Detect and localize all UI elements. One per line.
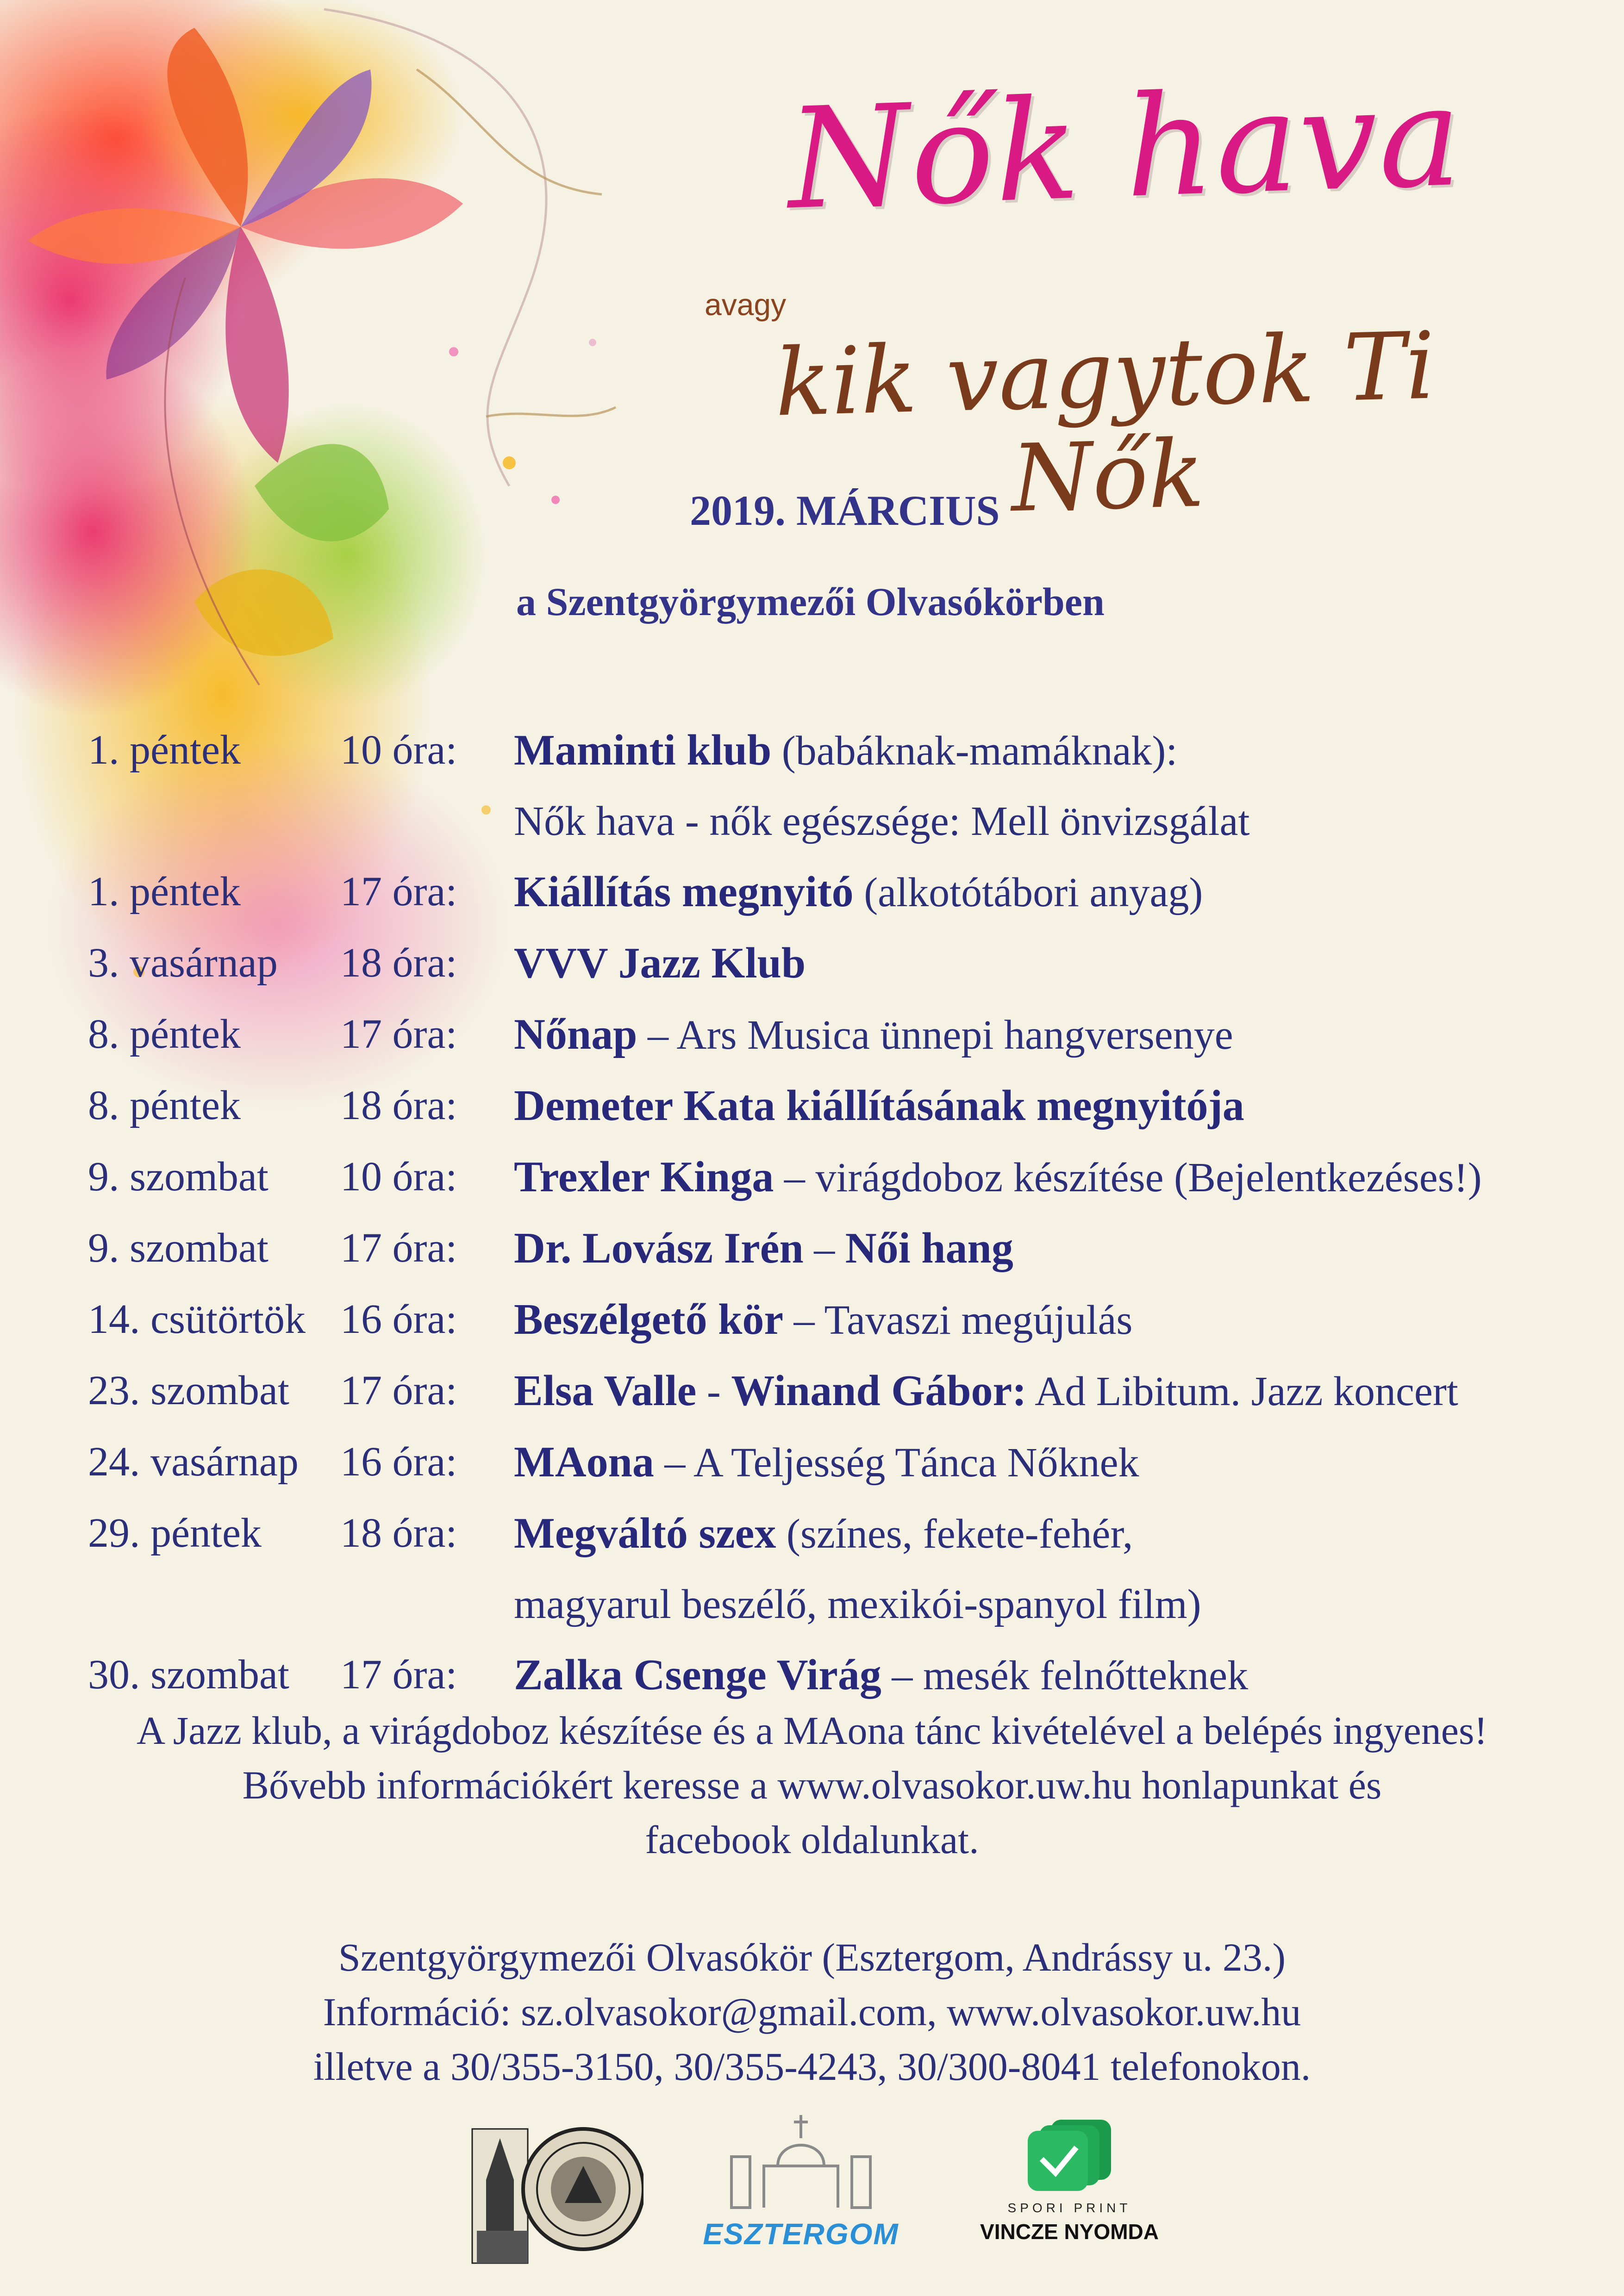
event-title: Megváltó szex — [514, 1509, 776, 1557]
event-row — [88, 1284, 1569, 1356]
title-connector: avagy — [705, 287, 787, 322]
admission-line: A Jazz klub, a virágdoboz készítése és a MAona tánc kivételével a belépés ingyenes! — [136, 1708, 1488, 1753]
event-row — [88, 715, 1569, 857]
event-title: Beszélgető kör — [514, 1295, 784, 1344]
event-day: 9. szombat — [88, 1225, 269, 1271]
event-day: 23. szombat — [88, 1368, 289, 1413]
event-detail: (színes, fekete-fehér, — [776, 1511, 1133, 1557]
event-detail-line2: magyarul beszélő, mexikói-spanyol film) — [514, 1581, 1201, 1627]
event-title: Trexler Kinga — [514, 1153, 774, 1201]
event-title: VVV Jazz Klub — [514, 939, 806, 987]
event-row — [88, 999, 1569, 1070]
organizer-address: Szentgyörgymezői Olvasókör (Esztergom, Andrássy u. 23.) — [338, 1935, 1286, 1979]
event-day: 9. szombat — [88, 1154, 269, 1200]
event-row — [88, 1427, 1569, 1498]
event-row — [88, 1070, 1569, 1142]
event-title-secondary: Winand Gábor: — [731, 1367, 1027, 1415]
event-description — [514, 1356, 1569, 1427]
olvasokor-seal-logo — [468, 2110, 643, 2268]
event-detail: – Ars Musica ünnepi hangversenye — [637, 1012, 1233, 1058]
event-detail: – virágdoboz készítése (Bejelentkezéses!) — [774, 1155, 1482, 1201]
contact-email-web: Információ: sz.olvasokor@gmail.com, www.olvasokor.uw.hu — [323, 1990, 1301, 2034]
poster-title: Nők hava — [785, 55, 1465, 241]
printer-tagline: SPORI PRINT — [1007, 2201, 1131, 2215]
esztergom-logo — [694, 2110, 907, 2263]
event-detail: – — [803, 1226, 845, 1272]
event-time: 16 óra: — [340, 1439, 457, 1485]
event-day: 1. péntek — [88, 727, 241, 773]
event-detail: – A Teljesség Tánca Nőknek — [654, 1440, 1139, 1486]
event-time: 10 óra: — [340, 1154, 457, 1200]
admission-note — [0, 1703, 1624, 1867]
contact-phones: illetve a 30/355-3150, 30/355-4243, 30/300-8041 telefonokon. — [313, 2044, 1311, 2089]
event-row — [88, 1640, 1569, 1711]
sponsor-logos — [0, 2101, 1624, 2277]
event-time: 18 óra: — [340, 1510, 457, 1556]
event-description — [514, 1427, 1569, 1498]
event-day: 1. péntek — [88, 869, 241, 915]
event-row — [88, 1142, 1569, 1213]
event-time: 16 óra: — [340, 1296, 457, 1342]
event-detail-tail: Ad Libitum. Jazz koncert — [1026, 1369, 1458, 1414]
event-time: 18 óra: — [340, 940, 457, 986]
event-day: 3. vasárnap — [88, 940, 278, 986]
event-time: 17 óra: — [340, 869, 457, 915]
event-day: 30. szombat — [88, 1652, 289, 1698]
event-title: Elsa Valle — [514, 1367, 697, 1415]
contact-block — [0, 1930, 1624, 2094]
event-day: 24. vasárnap — [88, 1439, 299, 1485]
event-description — [514, 1498, 1569, 1640]
event-detail: – Tavaszi megújulás — [783, 1297, 1133, 1343]
event-description — [514, 857, 1569, 928]
event-day: 8. péntek — [88, 1011, 241, 1057]
event-row — [88, 1498, 1569, 1640]
event-row — [88, 1213, 1569, 1284]
event-detail-line2: Nők hava - nők egészsége: Mell önvizsgálat — [514, 798, 1250, 844]
event-title: Dr. Lovász Irén — [514, 1224, 804, 1272]
event-row — [88, 928, 1569, 999]
event-day: 29. péntek — [88, 1510, 262, 1556]
event-time: 17 óra: — [340, 1011, 457, 1057]
event-time: 17 óra: — [340, 1368, 457, 1413]
event-description — [514, 1640, 1569, 1711]
event-time: 10 óra: — [340, 727, 457, 773]
event-day: 14. csütörtök — [88, 1296, 306, 1342]
event-description — [514, 928, 1569, 999]
event-time: 17 óra: — [340, 1652, 457, 1698]
event-time: 18 óra: — [340, 1083, 457, 1128]
event-title: Kiállítás megnyitó — [514, 868, 854, 916]
printer-name: VINCZE NYOMDA — [980, 2220, 1159, 2244]
event-title-secondary: Női hang — [845, 1224, 1013, 1272]
printer-logo — [968, 2115, 1171, 2263]
info-line: Bővebb információkért keresse a www.olvasokor.uw.hu honlapunkat és — [242, 1763, 1382, 1807]
event-row — [88, 857, 1569, 928]
event-detail: (babáknak-mamáknak): — [771, 728, 1178, 774]
event-title: MAona — [514, 1438, 654, 1486]
event-title: Demeter Kata kiállításának megnyitója — [514, 1082, 1244, 1130]
event-description — [514, 715, 1569, 857]
event-detail: – mesék felnőtteknek — [881, 1653, 1249, 1699]
event-detail: - — [696, 1369, 731, 1414]
event-description — [514, 1213, 1569, 1284]
venue-line: a Szentgyörgymezői Olvasókörben — [516, 579, 1105, 624]
event-row — [88, 1356, 1569, 1427]
event-description — [514, 1070, 1569, 1142]
facebook-line: facebook oldalunkat. — [645, 1817, 979, 1862]
event-title: Nőnap — [514, 1010, 637, 1058]
event-day: 8. péntek — [88, 1083, 241, 1128]
poster-subtitle: kik vagytok Ti Nők — [774, 312, 1437, 533]
event-title: Maminti klub — [514, 726, 772, 774]
event-description — [514, 1284, 1569, 1356]
event-description — [514, 1142, 1569, 1213]
event-detail: (alkotótábori anyag) — [853, 870, 1203, 915]
esztergom-wordmark: ESZTERGOM — [703, 2217, 899, 2251]
event-list — [88, 715, 1569, 1711]
event-title: Zalka Csenge Virág — [514, 1651, 881, 1699]
event-time: 17 óra: — [340, 1225, 457, 1271]
event-description — [514, 999, 1569, 1070]
basilica-icon — [713, 2110, 889, 2212]
event-month: 2019. MÁRCIUS — [690, 487, 1000, 534]
printer-emblem-icon — [1018, 2115, 1120, 2194]
